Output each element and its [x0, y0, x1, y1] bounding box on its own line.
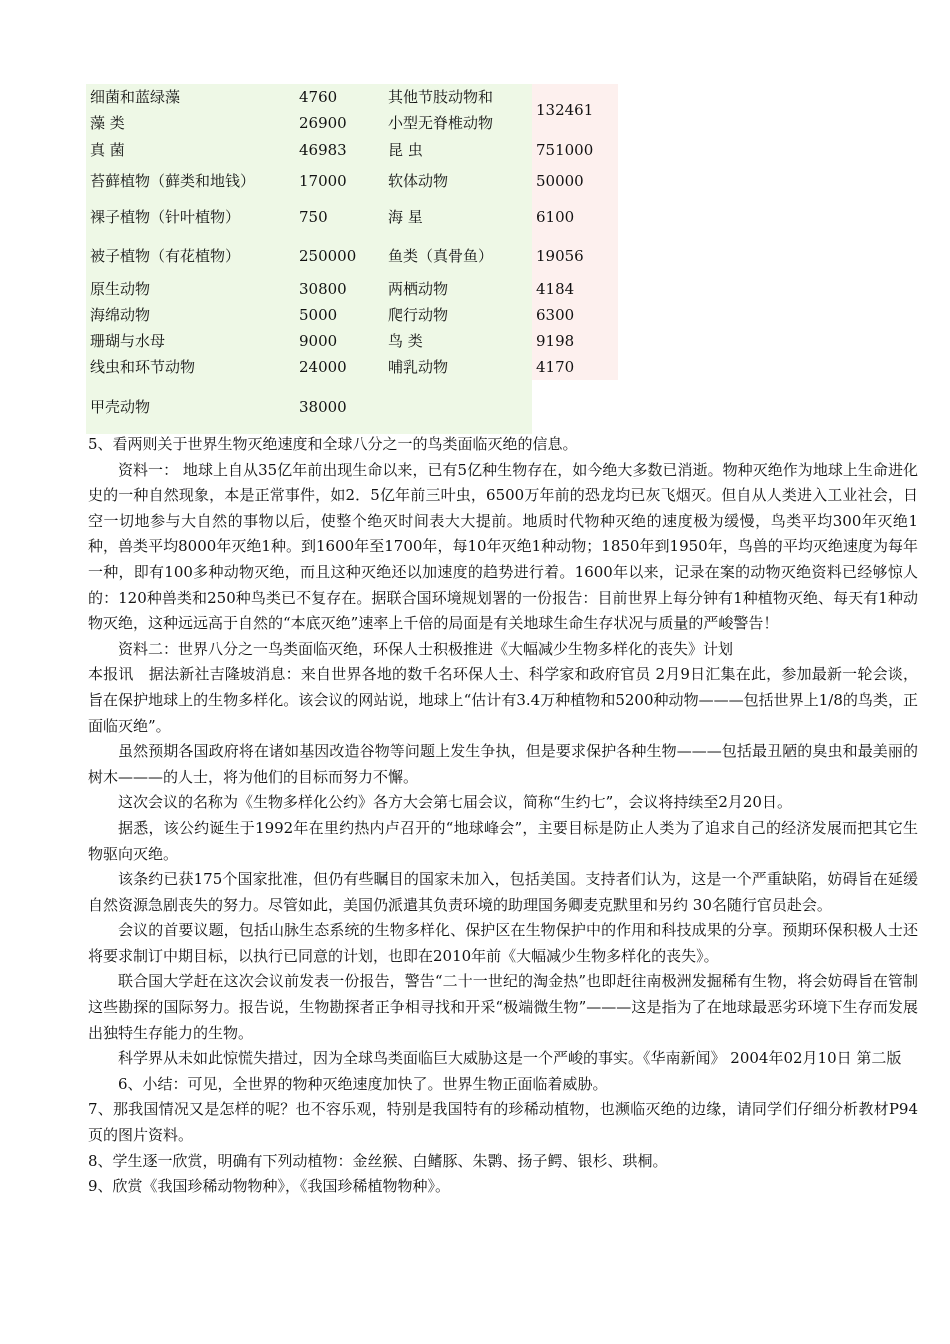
table-row [86, 136, 618, 164]
paragraph: 科学界从未如此惊慌失措过，因为全球鸟类面临巨大威胁这是一个严峻的事实。《华南新闻》 2004年02月10日 第二版 [118, 1049, 902, 1068]
table-cell: 17000 [295, 164, 384, 198]
table-row [86, 354, 618, 380]
table-cell: 线虫和环节动物 [86, 354, 295, 380]
table-cell: 250000 [295, 236, 384, 276]
table-cell: 苔藓植物（藓类和地钱） [86, 164, 295, 198]
table-row [86, 302, 618, 328]
table-cell: 19056 [532, 236, 618, 276]
paragraph: 据悉，该公约诞生于1992年在里约热内卢召开的“地球峰会”，主要目标是防止人类为了追求自己的经济发展而把其它生物驱向灭绝。 [88, 818, 918, 863]
paragraph: 9、欣赏《我国珍稀动物物种》，《我国珍稀植物物种》。 [88, 1177, 451, 1196]
table-cell: 原生动物 [86, 276, 295, 302]
table-cell: 24000 [295, 354, 384, 380]
table-cell: 两栖动物 [384, 276, 532, 302]
table-cell: 鱼类（真骨鱼） [384, 236, 532, 276]
paragraph: 虽然预期各国政府将在诸如基因改造谷物等问题上发生争执，但是要求保护各种生物———包括最丑陋的臭虫和最美丽的树木———的人士，将为他们的目标而努力不懈。 [88, 742, 918, 786]
table-cell: 4170 [532, 354, 618, 380]
table-cell: 751000 [532, 136, 618, 164]
table-cell: 6300 [532, 302, 618, 328]
table-cell: 46983 [295, 136, 384, 164]
table-cell: 9000 [295, 328, 384, 354]
paragraph: 资料一： 地球上自从35亿年前出现生命以来，已有5亿种生物存在，如今绝大多数已消逝。物种灭绝作为地球上生命进化史的一种自然现象，本是正常事件，如2．5亿年前三叶虫，6500万年前的恐龙均已灰飞烟灭。但自从人类进入工业社会，日空一切地参与大自然的事物以后，使整个绝灭时间表大大提前。地质时代物种灭绝的速度极为缓慢，鸟类平均300年灭绝1种，兽类平均8000年灭绝1种。到1600年至1700年，每10年灭绝1种动物；1850年到1950年，鸟兽的平均灭绝速度为每年一种，即有100多种动物灭绝，而且这种灭绝还以加速度的趋势进行着。1600年以来，记录在案的动物灭绝资料已经够惊人的：120种兽类和250种鸟类已不复存在。据联合国环境规划署的一份报告：目前世界上每分钟有1种植物灭绝、每天有1种动物灭绝，这种远远高于自然的“本底灭绝”速率上千倍的局面是有关地球生命生存状况与质量的严峻警告！ [88, 460, 918, 633]
table-cell: 昆 虫 [384, 136, 532, 164]
table-row [86, 236, 618, 276]
table-cell: 750 [295, 198, 384, 236]
table-cell: 软体动物 [384, 164, 532, 198]
table-row [86, 328, 618, 354]
table-row [86, 198, 618, 236]
table-row [86, 276, 618, 302]
paragraph: 8、学生逐一欣赏，明确有下列动植物：金丝猴、白鳍豚、朱鹮、扬子鳄、银杉、珙桐。 [88, 1151, 668, 1170]
table-cell: 哺乳动物 [384, 354, 532, 380]
table-cell: 38000 [295, 380, 384, 434]
table-cell [532, 380, 618, 434]
table-cell: 藻 类 [86, 110, 295, 136]
paragraph: 7、那我国情况又是怎样的呢？也不容乐观，特别是我国特有的珍稀动植物，也濒临灭绝的边缘，请同学们仔细分析教材P94页的图片资料。 [88, 1100, 918, 1145]
table-cell: 细菌和蓝绿藻 [86, 84, 295, 110]
paragraph: 资料二：世界八分之一鸟类面临灭绝，环保人士积极推进《大幅减少生物多样化的丧失》计划 [118, 639, 734, 658]
table-cell: 30800 [295, 276, 384, 302]
paragraph: 该条约已获175个国家批准，但仍有些瞩目的国家未加入，包括美国。支持者们认为，这是一个严重缺陷，妨碍旨在延缓自然资源急剧丧失的努力。尽管如此，美国仍派遣其负责环境的助理国务卿麦克默里和另约 30名随行官员赴会。 [88, 870, 918, 914]
table-row [86, 84, 618, 110]
table-cell: 鸟 类 [384, 328, 532, 354]
table-cell: 6100 [532, 198, 618, 236]
paragraph: 本报讯 据法新社吉隆坡消息：来自世界各地的数千名环保人士、科学家和政府官员 2月9日汇集在此，参加最新一轮会谈，旨在保护地球上的生物多样化。该会议的网站说，地球上“估计有3.4万种植物和5200种动物———包括世界上1/8的鸟类，正面临灭绝”。 [88, 665, 918, 735]
table-cell: 26900 [295, 110, 384, 136]
table-cell [384, 380, 532, 434]
table-cell: 海 星 [384, 198, 532, 236]
table-cell: 4184 [532, 276, 618, 302]
table-cell: 4760 [295, 84, 384, 110]
paragraph: 会议的首要议题，包括山脉生态系统的生物多样化、保护区在生物保护中的作用和科技成果的分享。预期环保积极人士还将要求制订中期目标，以执行已同意的计划，也即在2010年前《大幅减少生物多样化的丧失》。 [88, 921, 918, 965]
table-cell: 5000 [295, 302, 384, 328]
paragraph: 联合国大学赶在这次会议前发表一份报告，警告“二十一世纪的淘金热”也即赶往南极洲发掘稀有生物，将会妨碍旨在管制这些勘探的国际努力。报告说，生物勘探者正争相寻找和开采“极端微生物”———这是指为了在地球最恶劣环境下生存而发展出独特生存能力的生物。 [88, 972, 918, 1042]
table-cell: 被子植物（有花植物） [86, 236, 295, 276]
table-cell: 真 菌 [86, 136, 295, 164]
species-count-table [86, 84, 618, 434]
table-cell: 其他节肢动物和 [384, 84, 532, 110]
table-cell: 132461 [532, 84, 618, 136]
table-cell: 裸子植物（针叶植物） [86, 198, 295, 236]
table-cell: 爬行动物 [384, 302, 532, 328]
table-row [86, 380, 618, 434]
table-cell: 甲壳动物 [86, 380, 295, 434]
table-cell: 小型无脊椎动物 [384, 110, 532, 136]
table-row [86, 164, 618, 198]
paragraph: 这次会议的名称为《生物多样化公约》各方大会第七届会议，简称“生约七”，会议将持续至2月20日。 [118, 793, 792, 812]
article-body [88, 432, 918, 1200]
table-cell: 9198 [532, 328, 618, 354]
table-cell: 海绵动物 [86, 302, 295, 328]
paragraph: 6、小结：可见，全世界的物种灭绝速度加快了。世界生物正面临着威胁。 [118, 1074, 608, 1093]
paragraph: 5、看两则关于世界生物灭绝速度和全球八分之一的鸟类面临灭绝的信息。 [88, 435, 578, 453]
table-cell: 珊瑚与水母 [86, 328, 295, 354]
table-cell: 50000 [532, 164, 618, 198]
